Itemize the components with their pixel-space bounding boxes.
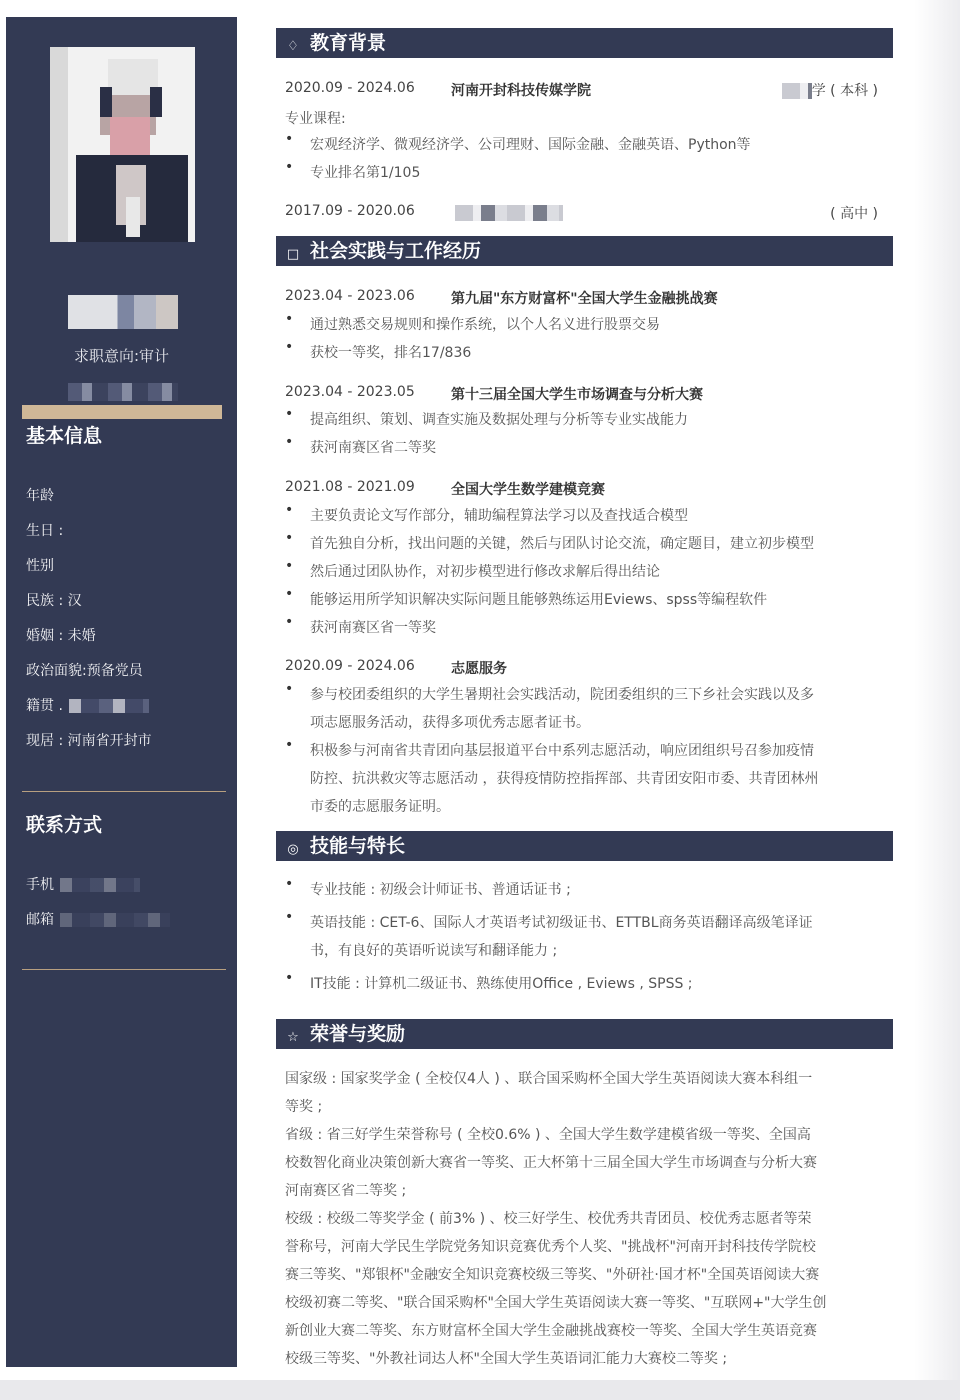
- list-item: • 然后通过团队协作，对初步模型进行修改求解后得出结论: [285, 558, 660, 586]
- exp-date: 2020.09 - 2024.06: [285, 658, 415, 674]
- info-birthday: 生日 :: [26, 523, 64, 539]
- edu-date: 2017.09 - 2020.06: [285, 203, 415, 219]
- list-item: • 获河南赛区省二等奖: [285, 434, 436, 462]
- list-item: • 积极参与河南省共青团向基层报道平台中系列志愿活动，响应团组织号召参加疫情 防控、抗洪救灾等志愿活动 ，获得疫情防控指挥部、共青团安阳市委、共青团林州 市委的志愿服务证明。: [285, 737, 818, 821]
- info-age: 年龄: [26, 488, 54, 504]
- exp-title: 志愿服务: [451, 661, 507, 677]
- info-political: 政治面貌:预备党员: [26, 663, 143, 679]
- info-ethnicity: 民族 : 汉: [26, 593, 82, 609]
- divider: [22, 969, 226, 970]
- info-marital: 婚姻 : 未婚: [26, 628, 96, 644]
- section-experience: □ 社会实践与工作经历: [276, 236, 893, 266]
- intent-redacted: [68, 383, 178, 401]
- exp-date: 2023.04 - 2023.05: [285, 384, 415, 400]
- exp-title: 全国大学生数学建模竞赛: [451, 482, 605, 498]
- exp-title: 第九届"东方财富杯"全国大学生金融挑战赛: [451, 291, 718, 307]
- exp-date: 2023.04 - 2023.06: [285, 288, 415, 304]
- hometown-redacted: [69, 699, 149, 713]
- target-icon: ◎: [287, 842, 299, 857]
- clipboard-icon: □: [286, 247, 300, 262]
- section-skills: ◎ 技能与特长: [276, 831, 893, 861]
- edu-degree: ( 高中 ): [830, 206, 878, 222]
- section-education: ♢ 教育背景: [276, 28, 893, 58]
- list-item: • 专业排名第1/105: [285, 159, 420, 187]
- phone-redacted: [60, 878, 140, 892]
- list-item: • 能够运用所学知识解决实际问题且能够熟练运用Eviews、spss等编程软件: [285, 586, 767, 614]
- info-hometown: 籍贯 .: [26, 695, 149, 715]
- star-icon: ☆: [287, 1030, 299, 1045]
- list-item: • IT技能 : 计算机二级证书、熟练使用Office , Eviews , SPSS ;: [285, 970, 693, 998]
- page-bottom-strip: [0, 1380, 960, 1400]
- edu-date: 2020.09 - 2024.06: [285, 80, 415, 96]
- divider: [22, 791, 226, 792]
- list-item: • 获校一等奖，排名17/836: [285, 339, 471, 367]
- exp-title: 第十三届全国大学生市场调查与分析大赛: [451, 387, 703, 403]
- basic-info-title: 基本信息: [26, 425, 103, 447]
- sidebar: [6, 17, 237, 1367]
- section-honors: ☆ 荣誉与奖励: [276, 1019, 893, 1049]
- list-item: • 宏观经济学、微观经济学、公司理财、国际金融、金融英语、Python等: [285, 131, 751, 159]
- list-item: • 首先独自分析，找出问题的关键，然后与团队讨论交流，确定题目，建立初步模型: [285, 530, 814, 558]
- list-item: • 通过熟悉交易规则和操作系统，以个人名义进行股票交易: [285, 311, 660, 339]
- list-item: • 主要负责论文写作部分，辅助编程算法学习以及查找适合模型: [285, 502, 688, 530]
- info-residence: 现居 : 河南省开封市: [26, 733, 152, 749]
- contact-email: 邮箱: [26, 909, 170, 929]
- list-item: • 专业技能 : 初级会计师证书、普通话证书 ;: [285, 876, 571, 904]
- contact-title: 联系方式: [26, 814, 103, 836]
- highschool-redacted: [455, 205, 563, 221]
- list-item: • 获河南赛区省一等奖: [285, 614, 436, 642]
- info-gender: 性别: [26, 558, 54, 574]
- job-intent: 求职意向:审计: [73, 347, 170, 365]
- list-item: • 英语技能 : CET-6、国际人才英语考试初级证书、ETTBL商务英语翻译高级笔译证 书，有良好的英语听说读写和翻译能力 ;: [285, 909, 813, 965]
- accent-bar: [22, 405, 222, 419]
- edu-degree: 学 ( 本科 ): [782, 80, 878, 100]
- list-item: • 提高组织、策划、调查实施及数据处理与分析等专业实战能力: [285, 406, 688, 434]
- name-redacted: [68, 295, 178, 329]
- honors-text: 国家级 : 国家奖学金 ( 全校仅4人 ) 、联合国采购杯全国大学生英语阅读大赛本科组一 等奖 ; 省级 : 省三好学生荣誉称号 ( 全校0.6% ) 、全国大学生数学建模省级一等奖、全国高 校数智化商业决策创新大赛省一等奖、正大杯第十三届全国大学生市场调查与分析大赛 河南赛区省二等奖 ; 校级 : 校级二等奖学金 ( 前3% ) 、校三好学生、校优秀共青团员、校优秀志愿者等荣 誉称号，河南大学民生学院党务知识竞赛优秀个人奖、"挑战杯"河南开封科技传学院校 赛三等奖、"郑银杯"金融安全知识竞赛校级三等奖、"外研社·国才杯"全国英语阅读大赛 校级初赛二等奖、"联合国采购杯"全国大学生英语阅读大赛一等奖、"互联网+"大学生创 新创业大赛二等奖、东方财富杯全国大学生金融挑战赛校一等奖、全国大学生英语竞赛 校级三等奖、"外教社词达人杯"全国大学生英语词汇能力大赛校二等奖 ;: [285, 1071, 827, 1367]
- exp-date: 2021.08 - 2021.09: [285, 479, 415, 495]
- list-item: • 参与校团委组织的大学生暑期社会实践活动，院团委组织的三下乡社会实践以及多 项志愿服务活动，获得多项优秀志愿者证书。: [285, 681, 814, 737]
- edu-school: 河南开封科技传媒学院: [451, 83, 591, 99]
- course-label: 专业课程:: [285, 111, 346, 127]
- contact-phone: 手机: [26, 874, 140, 894]
- email-redacted: [60, 913, 170, 927]
- major-redacted: [782, 83, 812, 99]
- profile-photo: [50, 47, 195, 242]
- graduation-cap-icon: ♢: [287, 39, 299, 54]
